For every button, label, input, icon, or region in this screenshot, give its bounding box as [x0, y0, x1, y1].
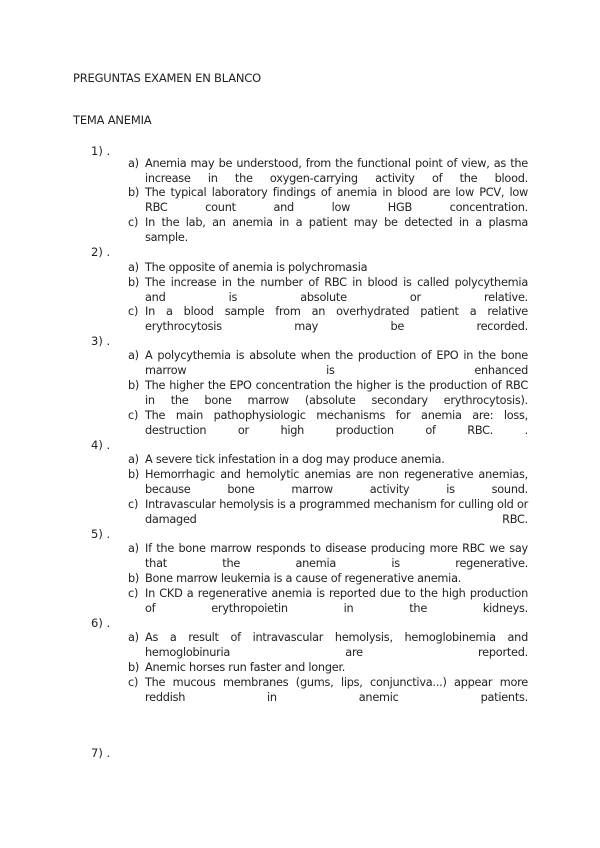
question-number: 1) .: [91, 144, 111, 158]
option-label: b): [128, 186, 140, 199]
option-text: Intravascular hemolysis is a programmed mechanism for culling old or damaged RBC.: [145, 498, 528, 526]
answer-option: [128, 408, 528, 453]
answer-option: [128, 215, 528, 260]
answer-option: [128, 452, 528, 467]
answer-option: [128, 497, 528, 542]
option-label: a): [128, 631, 139, 644]
answer-option: [128, 260, 528, 275]
option-text: In CKD a regenerative anemia is reported due to the high production of erythropoietin in the kidneys.: [145, 587, 528, 615]
question-number: 2) .: [91, 245, 111, 259]
option-label: b): [128, 468, 140, 481]
option-text: The mucous membranes (gums, lips, conjunctiva...) appear more reddish in anemic patients.: [145, 676, 528, 704]
answer-option: [128, 586, 528, 631]
option-text: The typical laboratory findings of anemia in blood are low PCV, low RBC count and low HGB concentration.: [145, 186, 528, 214]
answer-option: [128, 571, 528, 586]
option-label: a): [128, 261, 139, 274]
option-text: A polycythemia is absolute when the production of EPO in the bone marrow is enhanced: [145, 349, 528, 377]
question-number: 7) .: [91, 746, 111, 760]
topic-heading: TEMA ANEMIA: [73, 113, 152, 127]
question-number: 3) .: [91, 334, 111, 348]
option-label: c): [128, 216, 139, 229]
option-label: a): [128, 453, 139, 466]
option-text: Hemorrhagic and hemolytic anemias are non regenerative anemias, because bone marrow activity is sound.: [145, 468, 528, 496]
option-label: c): [128, 676, 139, 689]
option-text: The main pathophysiologic mechanisms for anemia are: loss, destruction or high production of RBC. .: [145, 409, 528, 437]
option-label: b): [128, 276, 140, 289]
option-text: The increase in the number of RBC in blood is called polycythemia and is absolute or relative.: [145, 276, 528, 304]
option-text: A severe tick infestation in a dog may produce anemia.: [145, 453, 445, 466]
option-text: If the bone marrow responds to disease producing more RBC we say that the anemia is regenerative.: [145, 542, 528, 570]
option-text: Bone marrow leukemia is a cause of regenerative anemia.: [145, 572, 462, 585]
question-number: 5) .: [91, 527, 111, 541]
option-text: Anemia may be understood, from the functional point of view, as the increase in the oxygen-carrying activity of the blood.: [145, 157, 528, 185]
question-number: 6) .: [91, 616, 111, 630]
option-label: b): [128, 661, 140, 674]
option-label: c): [128, 498, 139, 511]
option-label: c): [128, 409, 139, 422]
question-number: 4) .: [91, 438, 111, 452]
option-label: a): [128, 542, 139, 555]
document-title: PREGUNTAS EXAMEN EN BLANCO: [73, 71, 261, 85]
option-text: As a result of intravascular hemolysis, hemoglobinemia and hemoglobinuria are reported.: [145, 631, 528, 659]
answer-option: [128, 304, 528, 349]
option-text: In the lab, an anemia in a patient may be detected in a plasma sample.: [145, 216, 528, 244]
option-text: Anemic horses run faster and longer.: [145, 661, 346, 674]
option-label: a): [128, 349, 139, 362]
option-label: b): [128, 379, 140, 392]
option-label: c): [128, 305, 139, 318]
option-text: The higher the EPO concentration the higher is the production of RBC in the bone marrow (absolute secondary erythrocytosis).: [145, 379, 528, 407]
option-label: a): [128, 157, 139, 170]
option-label: c): [128, 587, 139, 600]
answer-option: [128, 675, 528, 720]
option-label: b): [128, 572, 140, 585]
option-text: In a blood sample from an overhydrated patient a relative erythrocytosis may be recorded.: [145, 305, 528, 333]
option-text: The opposite of anemia is polychromasia: [145, 261, 368, 274]
answer-option: [128, 660, 528, 675]
